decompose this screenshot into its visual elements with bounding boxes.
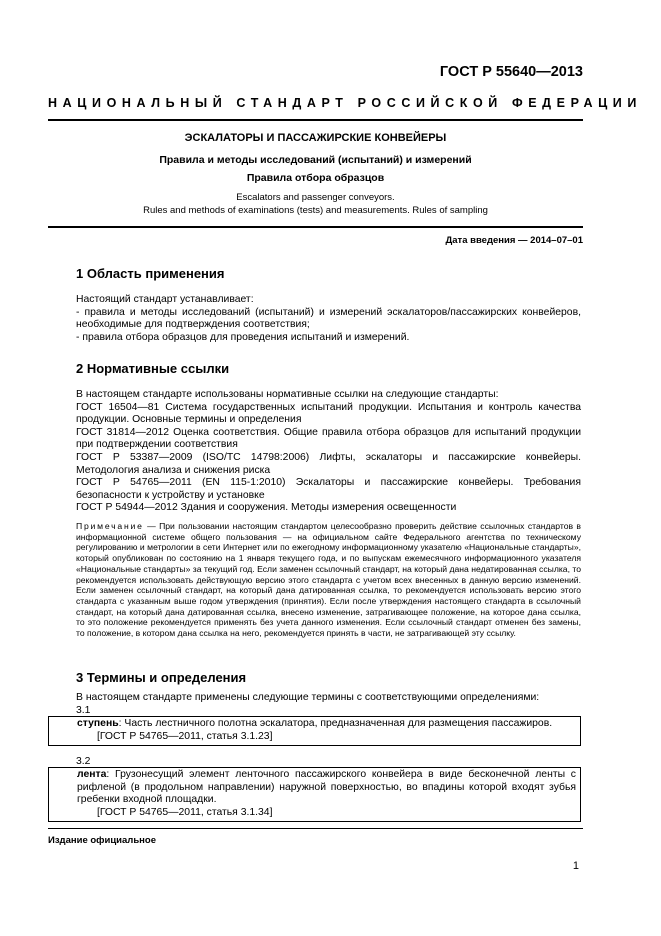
section-3-heading: 3 Термины и определения (76, 670, 247, 685)
term-source: [ГОСТ Р 54765—2011, статья 3.1.34] (97, 806, 273, 818)
standard-number: ГОСТ Р 55640—2013 (439, 64, 583, 80)
normative-reference: ГОСТ Р 54765—2011 (EN 115-1:2010) Эскалаторы и пассажирские конвейеры. Требования безопасности к устройству и установке (76, 477, 581, 501)
normative-reference: ГОСТ Р 53387—2009 (ISO/TC 14798:2006) Лифты, эскалаторы и пассажирские конвейеры. Методология анализа и снижения риска (76, 451, 581, 476)
term-box (48, 716, 581, 746)
document-title: ЭСКАЛАТОРЫ И ПАССАЖИРСКИЕ КОНВЕЙЕРЫ (184, 132, 447, 144)
section-1-line: - правила отбора образцов для проведения испытаний и измерений. (76, 331, 410, 343)
term-source: [ГОСТ Р 54765—2011, статья 3.1.23] (97, 730, 273, 742)
term-number: 3.2 (76, 756, 91, 767)
english-subtitle: Rules and methods of examinations (tests) and measurements. Rules of sampling (143, 205, 488, 216)
title-divider (48, 226, 583, 228)
term-name: ступень (77, 718, 119, 729)
section-3-intro: В настоящем стандарте применены следующие термины с соответствующими определениями: (76, 692, 540, 703)
term-box (48, 767, 581, 822)
introduction-date: Дата введения — 2014–07–01 (445, 235, 583, 246)
section-1-line: Настоящий стандарт устанавливает: (76, 294, 254, 305)
document-subtitle-2: Правила отбора образцов (246, 172, 385, 184)
english-title: Escalators and passenger conveyors. (236, 192, 395, 203)
note-label: Примечание (76, 521, 144, 531)
section-2-intro: В настоящем стандарте использованы нормативные ссылки на следующие стандарты: (76, 389, 499, 400)
section-2-body (76, 389, 581, 515)
section-1-line: - правила и методы исследований (испытаний) и измерений эскалаторов/пассажирских конвейеров, необходимые для подтверждения соответствия; (76, 306, 581, 331)
term-number: 3.1 (76, 705, 91, 716)
note-text: — При пользовании настоящим стандартом целесообразно проверить действие ссылочных стандартов в информационной системе общего пользования — на официальном сайте Федерального агентства по техническому регулированию и метрологии в сети Интернет или по ежегодному информационному указателю «Национальные стандарты», который опубликован по состоянию на 1 января текущего года, и по выпускам ежемесячного информационного указателя «Национальные стандарты» за текущий год. Если заменен ссылочный стандарт, на который дана недатированная ссылка, то рекомендуется использовать действующую версию этого стандарта с учетом всех внесенных в данную версию изменений. Если заменен ссылочный стандарт, на который дана датированная ссылка, то рекомендуется использовать версию этого стандарта с указанным выше годом утверждения (принятия). Если после утверждения настоящего стандарта в ссылочный стандарт, на который дана датированная ссылка, внесено изменение, затрагивающее положение, на которое дана ссылка, то это положение рекомендуется применять без учета данного изменения. Если ссылочный стандарт отменен без замены, то положение, в котором дана ссылка на него, рекомендуется принять в части, не затрагивающей эту ссылку. (76, 521, 581, 639)
edition-label: Издание официальное (48, 835, 156, 846)
normative-reference: ГОСТ 16504—81 Система государственных испытаний продукции. Испытания и контроль качества продукции. Основные термины и определения (76, 401, 581, 426)
reference-note (76, 521, 581, 639)
page-number: 1 (572, 860, 579, 872)
national-standard-banner: НАЦИОНАЛЬНЫЙ СТАНДАРТ РОССИЙСКОЙ ФЕДЕРАЦИИ (48, 96, 642, 110)
term-name: лента (77, 769, 107, 780)
footer-divider (48, 828, 583, 829)
term-definition: : Грузонесущий элемент ленточного пассажирского конвейера в виде бесконечной ленты с рифленой (в продольном направлении) наружной поверхностью, во впадины которой входят зубья гребенки входной площадки. (77, 769, 576, 806)
section-2-heading: 2 Нормативные ссылки (76, 361, 230, 376)
normative-reference: ГОСТ 31814—2012 Оценка соответствия. Общие правила отбора образцов для испытаний продукции при подтверждении соответствия (76, 426, 581, 451)
section-1-body (76, 294, 581, 344)
document-subtitle: Правила и методы исследований (испытаний) и измерений (159, 154, 472, 166)
term-definition: : Часть лестничного полотна эскалатора, предназначенная для размещения пассажиров. (118, 718, 553, 729)
normative-reference: ГОСТ Р 54944—2012 Здания и сооружения. Методы измерения освещенности (76, 502, 457, 514)
top-divider (48, 119, 583, 121)
section-1-heading: 1 Область применения (76, 266, 225, 281)
